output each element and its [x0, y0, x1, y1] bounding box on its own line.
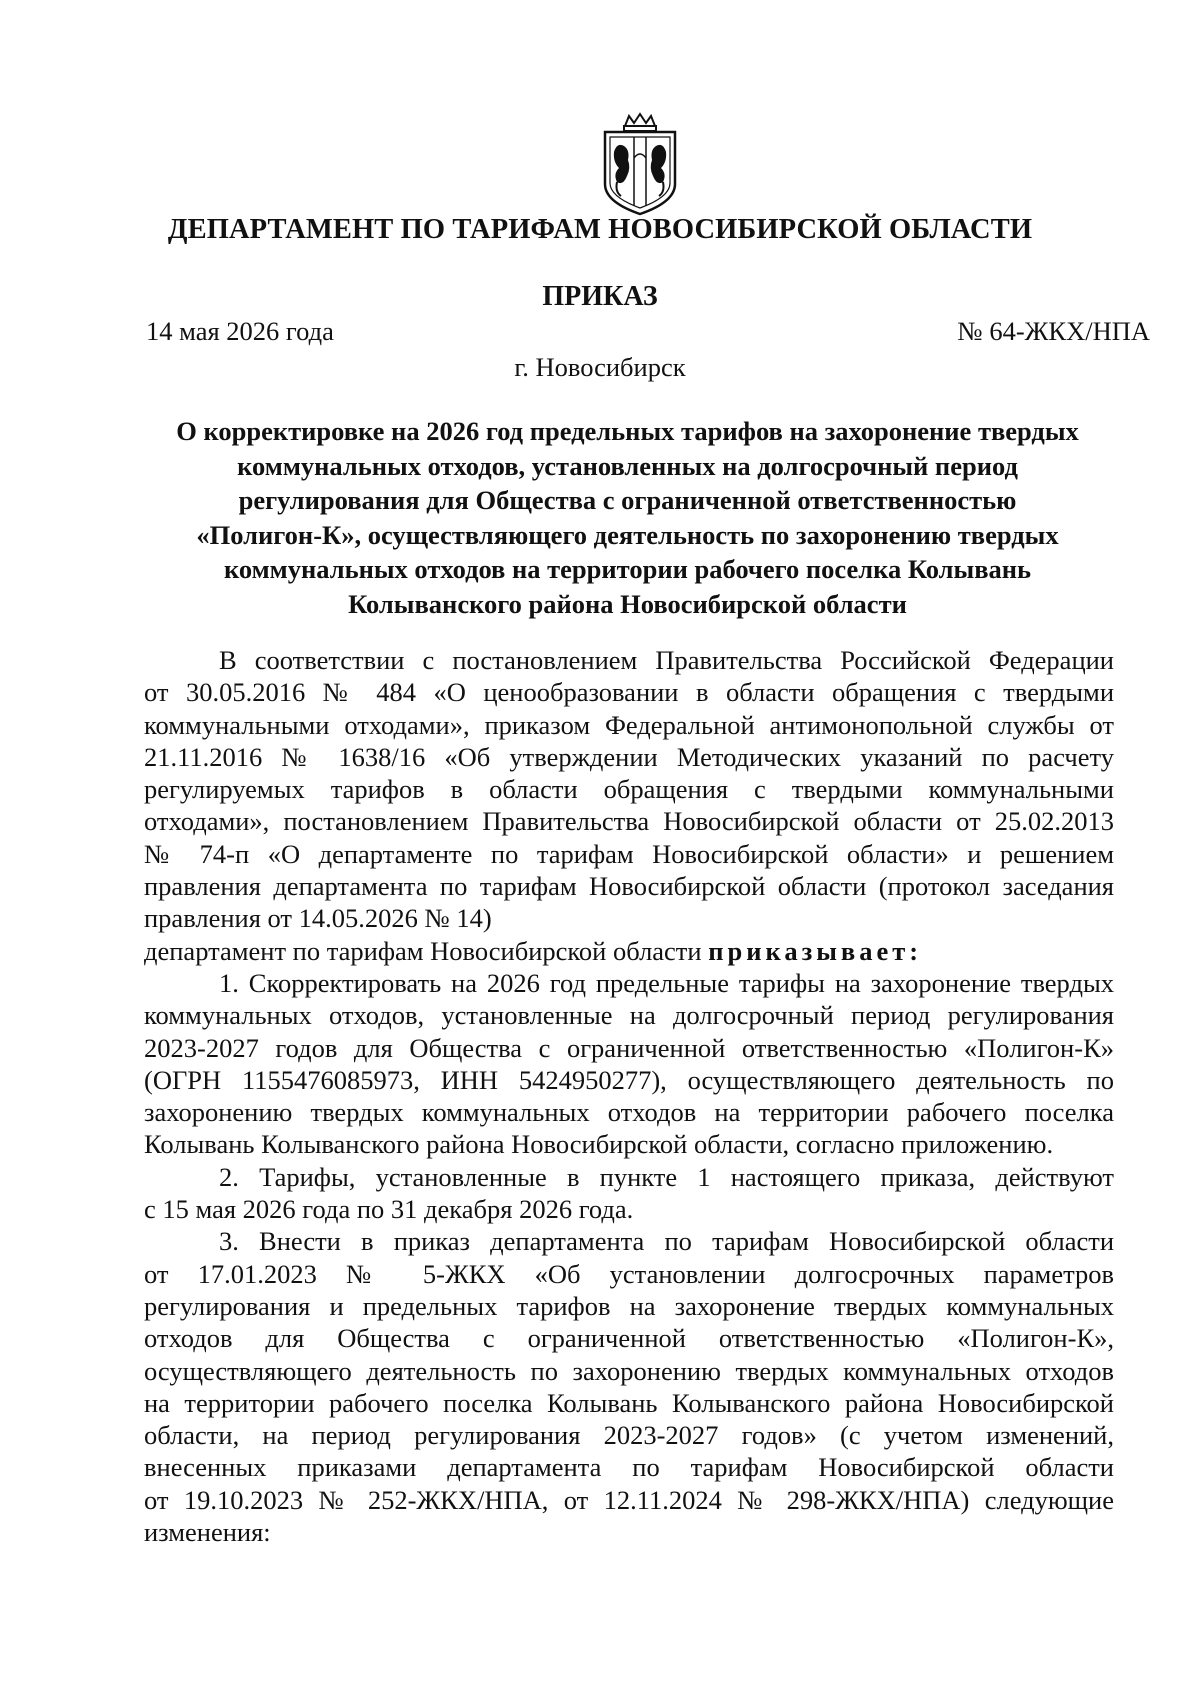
title-line: О корректировке на 2026 год предельных тарифов на захоронение твердых: [176, 416, 1079, 446]
item-2-line: 2. Тарифы, установленные в пункте 1 настоящего приказа, действуют: [219, 1161, 1114, 1192]
document-body: [144, 644, 1114, 1548]
department-name: ДЕПАРТАМЕНТ ПО ТАРИФАМ НОВОСИБИРСКОЙ ОБЛАСТИ: [167, 214, 1033, 245]
document-city: г. Новосибирск: [514, 352, 686, 382]
item-1-line: захоронению твердых коммунальных отходов на территории рабочего поселка: [144, 1097, 1114, 1128]
item-3-line: от 17.01.2023 № 5-ЖКХ «Об установлении долгосрочных параметров: [144, 1258, 1114, 1289]
title-line: регулирования для Общества с ограниченной ответственностью: [238, 485, 1017, 515]
item-3-line: области, на период регулирования 2023-2027 годов» (с учетом изменений,: [144, 1420, 1114, 1451]
title-line: Колыванского района Новосибирской области: [348, 588, 907, 619]
preamble-line: коммунальными отходами», приказом Федеральной антимонопольной службы от: [144, 709, 1114, 740]
item-3-line: изменения:: [144, 1517, 271, 1548]
item-3-line: осуществляющего деятельность по захоронению твердых коммунальных отходов: [144, 1355, 1114, 1386]
preamble-line: правления департамента по тарифам Новосибирской области (протокол заседания: [144, 871, 1114, 902]
preamble-line: от 30.05.2016 № 484 «О ценообразовании в области обращения с твердыми: [144, 677, 1114, 708]
item-3-line: от 19.10.2023 № 252-ЖКХ/НПА, от 12.11.2024 № 298-ЖКХ/НПА) следующие: [144, 1484, 1114, 1515]
item-1-line: (ОГРН 1155476085973, ИНН 5424950277), осуществляющего деятельность по: [144, 1064, 1114, 1095]
title-line: коммунальных отходов, установленных на долгосрочный период: [237, 450, 1018, 481]
item-3-line: 3. Внести в приказ департамента по тарифам Новосибирской области: [219, 1226, 1114, 1257]
title-line: «Полигон-К», осуществляющего деятельность по захоронению твердых: [196, 519, 1059, 550]
novosibirsk-coat-of-arms-icon: [597, 112, 683, 218]
item-3-line: внесенных приказами департамента по тарифам Новосибирской области: [144, 1452, 1114, 1483]
orders-word: приказывает:: [708, 935, 923, 966]
preamble-line: правления от 14.05.2026 № 14): [144, 903, 492, 934]
document-title: [140, 414, 1115, 621]
orders-prefix: департамент по тарифам Новосибирской области: [144, 935, 709, 966]
item-2-paragraph: [144, 1161, 1114, 1226]
document-date: 14 мая 2026 года: [146, 316, 334, 346]
item-1-line: 2023-2027 годов для Общества с ограниченной ответственностью «Полигон-К»: [144, 1032, 1114, 1063]
item-3-line: на территории рабочего поселка Колывань Колыванского района Новосибирской: [144, 1387, 1114, 1418]
document-type: ПРИКАЗ: [542, 281, 658, 312]
preamble-line: № 74-п «О департаменте по тарифам Новосибирской области» и решением: [144, 838, 1114, 869]
item-3-paragraph: [144, 1225, 1114, 1548]
item-3-line: отходов для Общества с ограниченной ответственностью «Полигон-К»,: [144, 1323, 1114, 1354]
item-1-paragraph: [144, 967, 1114, 1161]
preamble-line: В соответствии с постановлением Правительства Российской Федерации: [219, 645, 1114, 675]
title-line: коммунальных отходов на территории рабочего поселка Колывань: [223, 554, 1032, 584]
document-number: № 64-ЖКХ/НПА: [957, 316, 1150, 346]
preamble-paragraph: [144, 644, 1114, 935]
item-2-line: с 15 мая 2026 года по 31 декабря 2026 года.: [144, 1194, 634, 1225]
item-3-line: регулирования и предельных тарифов на захоронение твердых коммунальных: [144, 1290, 1114, 1321]
preamble-line: отходами», постановлением Правительства Новосибирской области от 25.02.2013: [144, 806, 1114, 837]
item-1-line: коммунальных отходов, установленные на долгосрочный период регулирования: [144, 1000, 1114, 1031]
orders-line: [144, 935, 1114, 967]
item-1-line: 1. Скорректировать на 2026 год предельные тарифы на захоронение твердых: [219, 967, 1114, 998]
preamble-line: регулируемых тарифов в области обращения с твердыми коммунальными: [144, 774, 1114, 805]
item-1-line: Колывань Колыванского района Новосибирской области, согласно приложению.: [144, 1129, 1054, 1160]
preamble-line: 21.11.2016 № 1638/16 «Об утверждении Методических указаний по расчету: [144, 741, 1114, 772]
